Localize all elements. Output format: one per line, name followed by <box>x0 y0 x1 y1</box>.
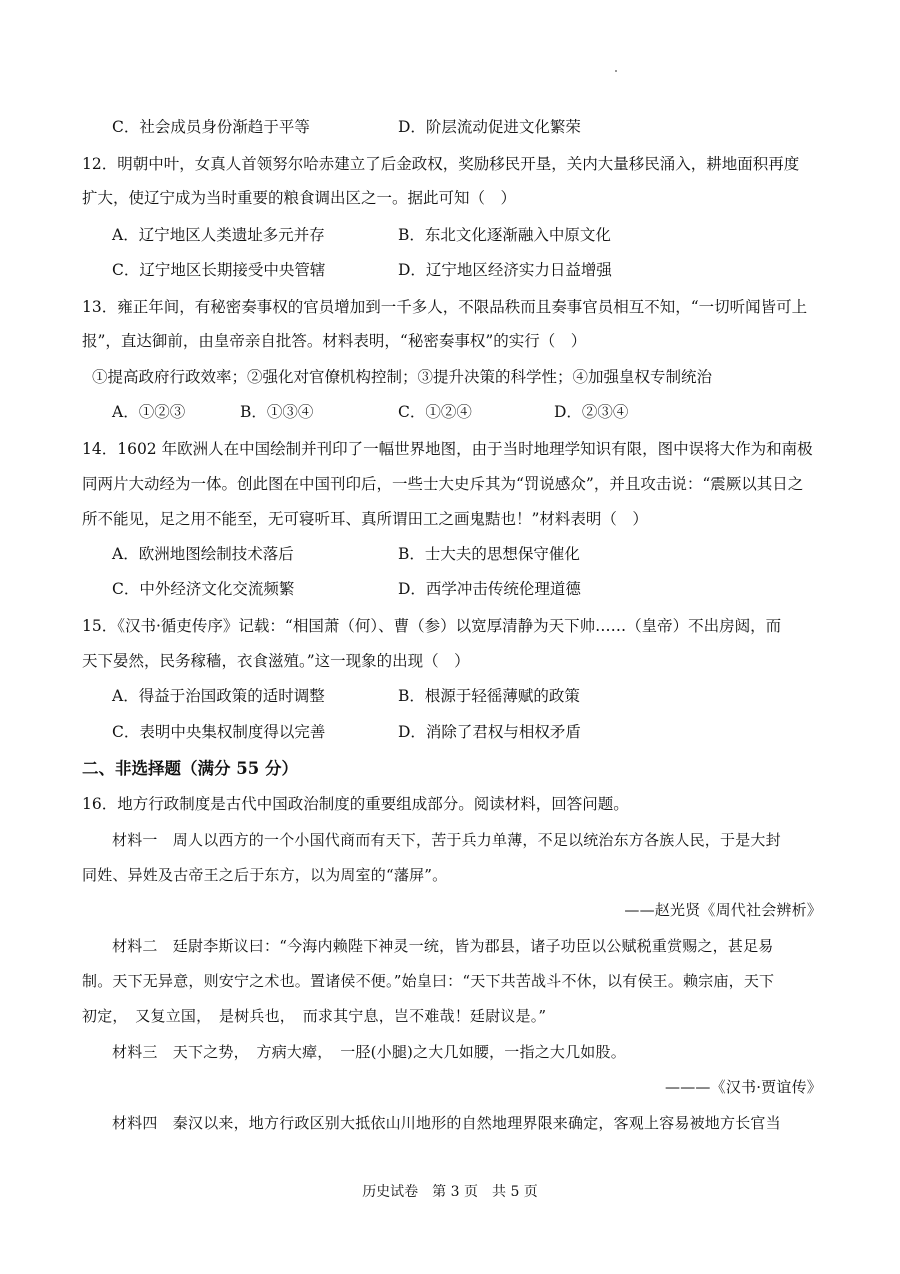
q15-option-b: B．根源于轻徭薄赋的政策 <box>398 687 580 705</box>
q16-material2-line2: 制。天下无异意，则安宁之术也。置诸侯不便。”始皇曰：“天下共苦战斗不休，以有侯王。赖宗庙，天下 <box>82 972 775 990</box>
q14-stem-line1: 14．1602 年欧洲人在中国绘制并刊印了一幅世界地图，由于当时地理学知识有限，图中误将大作为和南极 <box>82 440 813 458</box>
q12-stem-line1: 12．明朝中叶，女真人首领努尔哈赤建立了后金政权，奖励移民开垦，关内大量移民涌入，耕地面积再度 <box>82 155 800 173</box>
q13-option-a: A．①②③ <box>112 403 186 421</box>
q14-option-c: C．中外经济文化交流频繁 <box>112 580 295 598</box>
q14-option-d: D．西学冲击传统伦理道德 <box>398 580 581 598</box>
q13-option-c: C．①②④ <box>398 403 472 421</box>
q11-option-c: C．社会成员身份渐趋于平等 <box>112 118 310 136</box>
section-title: 二、非选择题（满分 55 分） <box>82 759 298 778</box>
q13-stem-line1: 13．雍正年间，有秘密奏事权的官员增加到一千多人，不限品秩而且奏事官员相互不知，“一切听闻皆可上 <box>82 298 808 316</box>
q15-option-d: D．消除了君权与相权矛盾 <box>398 723 581 741</box>
q15-stem-line1: 15．《汉书·循吏传序》记载：“相国萧（何）、曹（参）以宽厚清静为天下帅……（皇帝）不出房闼，而 <box>82 617 782 635</box>
q15-stem-line2: 天下晏然，民务稼穑，衣食滋殖。”这一现象的出现（ ） <box>82 652 470 670</box>
q12-option-b: B．东北文化逐渐融入中原文化 <box>398 226 611 244</box>
q12-stem-line2: 扩大，使辽宁成为当时重要的粮食调出区之一。据此可知（ ） <box>82 189 517 207</box>
q16-intro: 16．地方行政制度是古代中国政治制度的重要组成部分。阅读材料，回答问题。 <box>82 795 629 813</box>
q14-stem-line2: 同两片大动经为一体。创此图在中国刊印后，一些士大史斥其为“罚说感众”，并且攻击说：“震厥以其日之 <box>82 475 804 493</box>
q16-material1-line1: 材料一 周人以西方的一个小国代商而有天下，苦于兵力单薄，不足以统治东方各族人民，于是大封 <box>112 831 781 849</box>
q16-material3-source: ———《汉书·贾谊传》 <box>665 1078 822 1096</box>
q13-stem-line2: 报”，直达御前，由皇帝亲自批答。材料表明，“秘密奏事权”的实行（ ） <box>82 332 587 350</box>
q11-option-d: D．阶层流动促进文化繁荣 <box>398 118 581 136</box>
page-footer: 历史试卷 第 3 页 共 5 页 <box>362 1184 538 1200</box>
q13-option-d: D．②③④ <box>554 403 629 421</box>
q14-option-b: B．士大夫的思想保守催化 <box>398 545 580 563</box>
q16-material4-line1: 材料四 秦汉以来，地方行政区别大抵依山川地形的自然地理界限来确定，客观上容易被地方长官当 <box>112 1114 781 1132</box>
q15-option-c: C．表明中央集权制度得以完善 <box>112 723 326 741</box>
q16-material2-line1: 材料二 廷尉李斯议曰：“今海内赖陛下神灵一统，皆为郡县，诸子功臣以公赋税重赏赐之，甚足易 <box>112 937 774 955</box>
q13-statements: ①提高政府行政效率；②强化对官僚机构控制；③提升决策的科学性；④加强皇权专制统治 <box>92 368 713 386</box>
q14-stem-line3: 所不能见，足之用不能至，无可寝听耳、真所谓田工之画鬼黠也！”材料表明（ ） <box>82 510 648 528</box>
q16-material3-line1: 材料三 天下之势， 方病大瘴， 一胫(小腿)之大几如腰，一指之大几如股。 <box>112 1043 626 1061</box>
q16-material1-line2: 同姓、异姓及古帝王之后于东方，以为周室的“藩屏”。 <box>82 866 448 884</box>
q16-material2-line3: 初定， 又复立国， 是树兵也， 而求其宁息，岂不难哉！廷尉议是。” <box>82 1007 547 1025</box>
q12-option-c: C．辽宁地区长期接受中央管辖 <box>112 261 326 279</box>
q13-option-b: B．①③④ <box>240 403 314 421</box>
q16-material1-source: ——赵光贤《周代社会辨析》 <box>624 901 822 919</box>
q12-option-a: A．辽宁地区人类遗址多元并存 <box>112 226 325 244</box>
scan-dot <box>615 70 617 72</box>
q12-option-d: D．辽宁地区经济实力日益增强 <box>398 261 612 279</box>
q14-option-a: A．欧洲地图绘制技术落后 <box>112 545 294 563</box>
q15-option-a: A．得益于治国政策的适时调整 <box>112 687 325 705</box>
